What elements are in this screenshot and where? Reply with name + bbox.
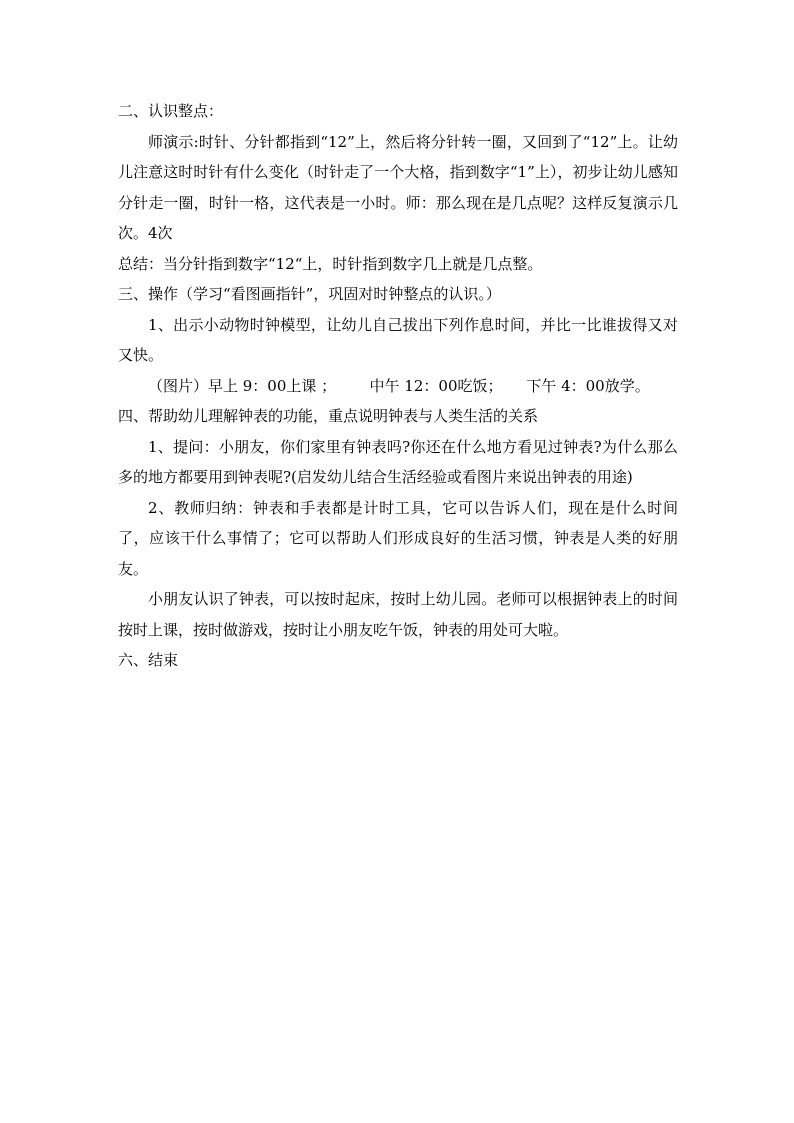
section-2-demo-paragraph: 师演示:时针、分针都指到“12”上，然后将分针转一圈，又回到了“12”上。让幼儿注意这时时针有什么变化（时针走了一个大格，指到数字“1”上），初步让幼儿感知分针走一圈，时针一格，这代表是一小时。师：那么现在是几点呢？这样反复演示几次。4次 [118,132,678,242]
section-4-closing-paragraph: 小朋友认识了钟表，可以按时起床，按时上幼儿园。老师可以根据钟表上的时间按时上课，按时做游戏，按时让小朋友吃午饭，钟表的用处可大啦。 [118,590,678,639]
document-body [118,96,678,676]
section-3-heading: 三、操作（学习“看图画指针”，巩固对时钟整点的认识。） [118,285,501,303]
section-6-heading: 六、结束 [118,651,179,669]
section-2-heading: 二、认识整点： [118,102,224,120]
section-3-instruction-paragraph: 1、出示小动物时钟模型，让幼儿自己拔出下列作息时间，并比一比谁拔得又对又快。 [118,315,678,364]
section-3-schedule-line: （图片）早上 9：00上课 ； 中午 12：00吃饭； 下午 4：00放学。 [148,376,650,395]
section-2-summary: 总结：当分针指到数字“12“上，时针指到数字几上就是几点整。 [118,254,543,273]
section-4-question-paragraph: 1、提问：小朋友，你们家里有钟表吗?你还在什么地方看见过钟表?为什么那么多的地方都要用到钟表呢?(启发幼儿结合生活经验或看图片来说出钟表的用途) [118,437,678,486]
section-4-heading: 四、帮助幼儿理解钟表的功能，重点说明钟表与人类生活的关系 [118,407,539,425]
section-4-summary-paragraph: 2、教师归纳：钟表和手表都是计时工具，它可以告诉人们，现在是什么时间了，应该干什么事情了；它可以帮助人们形成良好的生活习惯，钟表是人类的好朋友。 [118,498,678,578]
